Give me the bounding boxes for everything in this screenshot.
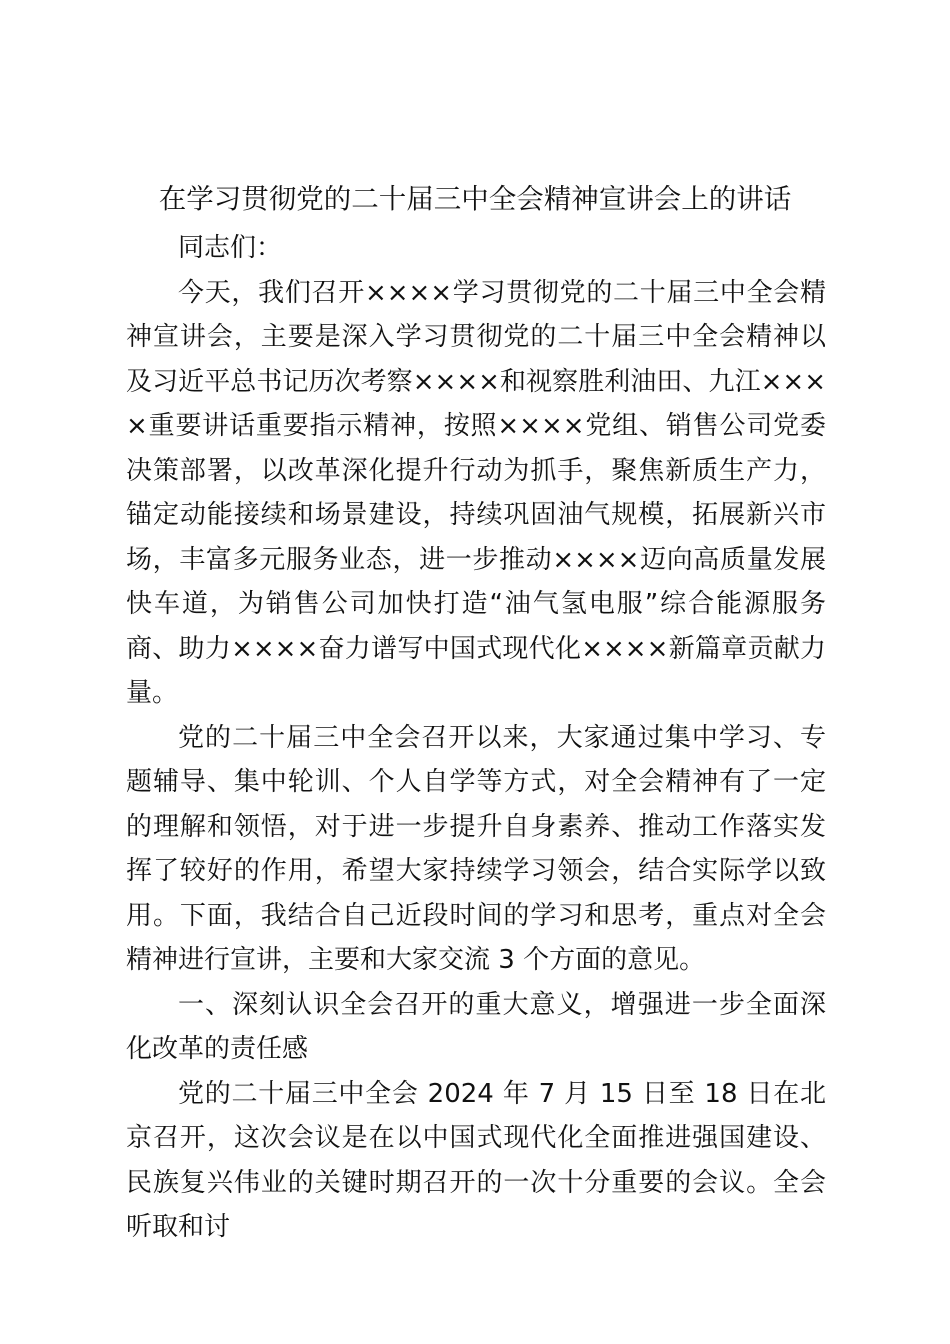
document-body — [126, 226, 826, 1250]
document-title: 在学习贯彻党的二十届三中全会精神宣讲会上的讲话 — [158, 183, 792, 215]
paragraph-background: 党的二十届三中全会召开以来，大家通过集中学习、专题辅导、集中轮训、个人自学等方式，对全会精神有了一定的理解和领悟，对于进一步提升自身素养、推动工作落实发挥了较好的作用，希望大家持续学习领会，结合实际学以致用。下面，我结合自己近段时间的学习和思考，重点对全会精神进行宣讲，主要和大家交流 3 个方面的意见。 — [126, 722, 826, 975]
salutation: 同志们： — [178, 233, 283, 263]
paragraph-section-1: 党的二十届三中全会 2024 年 7 月 15 日至 18 日在北京召开，这次会议是在以中国式现代化全面推进强国建设、民族复兴伟业的关键时期召开的一次十分重要的会议。全会听取和讨 — [126, 1078, 826, 1242]
paragraph-intro: 今天，我们召开××××学习贯彻党的二十届三中全会精神宣讲会，主要是深入学习贯彻党的二十届三中全会精神以及习近平总书记历次考察××××和视察胜利油田、九江××××重要讲话重要指示精神，按照××××党组、销售公司党委决策部署，以改革深化提升行动为抓手，聚焦新质生产力，锚定动能接续和场景建设，持续巩固油气规模，拓展新兴市场，丰富多元服务业态，进一步推动××××迈向高质量发展快车道，为销售公司加快打造“油气氢电服”综合能源服务商、助力××××奋力谱写中国式现代化××××新篇章贡献力量。 — [126, 277, 826, 708]
section-heading-1: 一、深刻认识全会召开的重大意义，增强进一步全面深化改革的责任感 — [126, 989, 826, 1064]
